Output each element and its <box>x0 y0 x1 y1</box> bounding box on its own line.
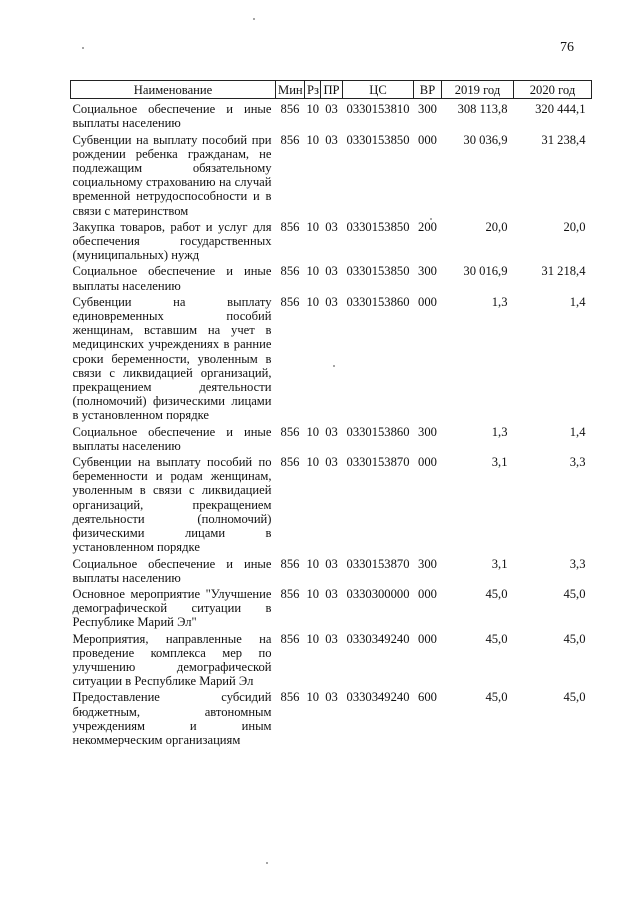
row-pr: 03 <box>325 132 338 147</box>
header-2019: 2019 год <box>442 81 514 99</box>
row-2020: 20,0 <box>563 219 586 234</box>
row-2019: 20,0 <box>485 219 508 234</box>
table-header-row <box>71 81 592 99</box>
row-cs: 0330153850 <box>346 219 410 234</box>
row-pr: 03 <box>325 102 338 117</box>
row-pr: 03 <box>325 264 338 279</box>
row-2019: 1,3 <box>491 424 508 439</box>
row-pr: 03 <box>325 455 338 470</box>
table-row <box>71 133 592 220</box>
row-2020: 3,3 <box>569 556 586 571</box>
scan-speck <box>266 862 268 864</box>
row-min: 856 <box>280 424 300 439</box>
row-min: 856 <box>280 264 300 279</box>
table-row <box>71 455 592 556</box>
scan-speck <box>430 218 432 220</box>
table-row <box>71 587 592 632</box>
row-name: Социальное обеспечение и иные выплаты населению <box>72 424 272 453</box>
page-number: 76 <box>560 40 574 55</box>
row-rz: 10 <box>306 556 320 571</box>
scan-speck <box>333 365 335 367</box>
row-vr: 000 <box>418 586 437 601</box>
row-pr: 03 <box>325 586 338 601</box>
row-pr: 03 <box>325 556 338 571</box>
header-2020: 2020 год <box>514 81 592 99</box>
row-rz: 10 <box>306 586 320 601</box>
row-2019: 45,0 <box>485 690 508 705</box>
table-row <box>71 425 592 455</box>
row-cs: 0330153850 <box>346 132 410 147</box>
row-name: Социальное обеспечение и иные выплаты населению <box>72 102 272 131</box>
row-2019: 30 016,9 <box>463 264 508 279</box>
row-2020: 1,4 <box>569 424 586 439</box>
row-cs: 0330153860 <box>346 294 410 309</box>
row-vr: 300 <box>418 424 437 439</box>
scan-speck <box>253 18 255 20</box>
table-body <box>71 99 592 749</box>
row-2020: 45,0 <box>563 690 586 705</box>
table-row <box>71 264 592 294</box>
row-vr: 300 <box>418 102 437 117</box>
row-pr: 03 <box>325 219 338 234</box>
row-name: Закупка товаров, работ и услуг для обеспечения государственных (муниципальных) нужд <box>72 219 272 263</box>
row-vr: 300 <box>418 264 437 279</box>
table-row <box>71 295 592 425</box>
row-cs: 0330153870 <box>346 556 410 571</box>
row-min: 856 <box>280 132 300 147</box>
row-rz: 10 <box>306 102 320 117</box>
row-min: 856 <box>280 455 300 470</box>
row-name: Субвенции на выплату пособий при рождении ребенка гражданам, не подлежащим обязательному социальному страхованию на случай временной нетрудоспособности и в связи с материнством <box>72 132 272 218</box>
header-min: Мин <box>276 81 305 99</box>
row-2019: 3,1 <box>491 556 508 571</box>
row-min: 856 <box>280 219 300 234</box>
row-2019: 30 036,9 <box>463 132 508 147</box>
row-2020: 31 238,4 <box>541 132 586 147</box>
row-cs: 0330153860 <box>346 424 410 439</box>
row-2019: 45,0 <box>485 586 508 601</box>
row-cs: 0330153810 <box>346 102 410 117</box>
row-rz: 10 <box>306 294 320 309</box>
row-pr: 03 <box>325 631 338 646</box>
row-pr: 03 <box>325 424 338 439</box>
row-name: Субвенции на выплату пособий по беременности и родам женщинам, уволенным в связи с ликвидацией организаций, прекращением деятельности (полномочий) физическими лицами в установленном порядке <box>72 455 272 555</box>
row-rz: 10 <box>306 424 320 439</box>
row-vr: 600 <box>418 690 437 705</box>
row-vr: 300 <box>418 556 437 571</box>
row-cs: 0330153850 <box>346 264 410 279</box>
row-2019: 45,0 <box>485 631 508 646</box>
row-min: 856 <box>280 690 300 705</box>
row-rz: 10 <box>306 690 320 705</box>
row-vr: 000 <box>418 631 437 646</box>
row-vr: 000 <box>418 294 437 309</box>
row-min: 856 <box>280 102 300 117</box>
row-vr: 000 <box>418 455 437 470</box>
row-cs: 0330349240 <box>346 690 410 705</box>
row-rz: 10 <box>306 132 320 147</box>
row-rz: 10 <box>306 631 320 646</box>
row-min: 856 <box>280 556 300 571</box>
row-2019: 308 113,8 <box>457 102 508 117</box>
header-rz: Рз <box>305 81 321 99</box>
table-row <box>71 220 592 265</box>
row-name: Основное мероприятие "Улучшение демографической ситуации в Республике Марий Эл" <box>72 586 272 630</box>
row-cs: 0330349240 <box>346 631 410 646</box>
row-cs: 0330153870 <box>346 455 410 470</box>
row-2020: 1,4 <box>569 294 586 309</box>
row-2020: 31 218,4 <box>541 264 586 279</box>
row-min: 856 <box>280 586 300 601</box>
row-name: Предоставление субсидий бюджетным, автономным учреждениям и иным некоммерческим организациям <box>72 690 272 747</box>
row-2019: 3,1 <box>491 455 508 470</box>
row-name: Социальное обеспечение и иные выплаты населению <box>72 556 272 585</box>
row-name: Субвенции на выплату единовременных пособий женщинам, вставшим на учет в медицинских учреждениях в ранние сроки беременности, уволенным в связи с ликвидацией организаций, прекращением деятельности (полномочий) физическими лицами в установленном порядке <box>72 294 272 423</box>
row-vr: 000 <box>418 132 437 147</box>
row-name: Мероприятия, направленные на проведение комплекса мер по улучшению демографической ситуации в Республике Марий Эл <box>72 631 272 689</box>
row-vr: 200 <box>418 219 437 234</box>
table-row <box>71 99 592 133</box>
table-row <box>71 557 592 587</box>
row-min: 856 <box>280 294 300 309</box>
row-rz: 10 <box>306 264 320 279</box>
header-vr: ВР <box>414 81 442 99</box>
header-cs: ЦС <box>343 81 414 99</box>
row-pr: 03 <box>325 294 338 309</box>
row-pr: 03 <box>325 690 338 705</box>
header-pr: ПР <box>321 81 343 99</box>
row-name: Социальное обеспечение и иные выплаты населению <box>72 264 272 293</box>
header-name: Наименование <box>71 81 276 99</box>
row-min: 856 <box>280 631 300 646</box>
row-2020: 320 444,1 <box>535 102 586 117</box>
row-2019: 1,3 <box>491 294 508 309</box>
row-2020: 45,0 <box>563 586 586 601</box>
row-cs: 0330300000 <box>346 586 410 601</box>
table-row <box>71 632 592 691</box>
budget-table <box>70 80 592 749</box>
row-2020: 45,0 <box>563 631 586 646</box>
row-2020: 3,3 <box>569 455 586 470</box>
table-row <box>71 690 592 749</box>
row-rz: 10 <box>306 455 320 470</box>
row-rz: 10 <box>306 219 320 234</box>
scan-speck <box>82 47 84 49</box>
